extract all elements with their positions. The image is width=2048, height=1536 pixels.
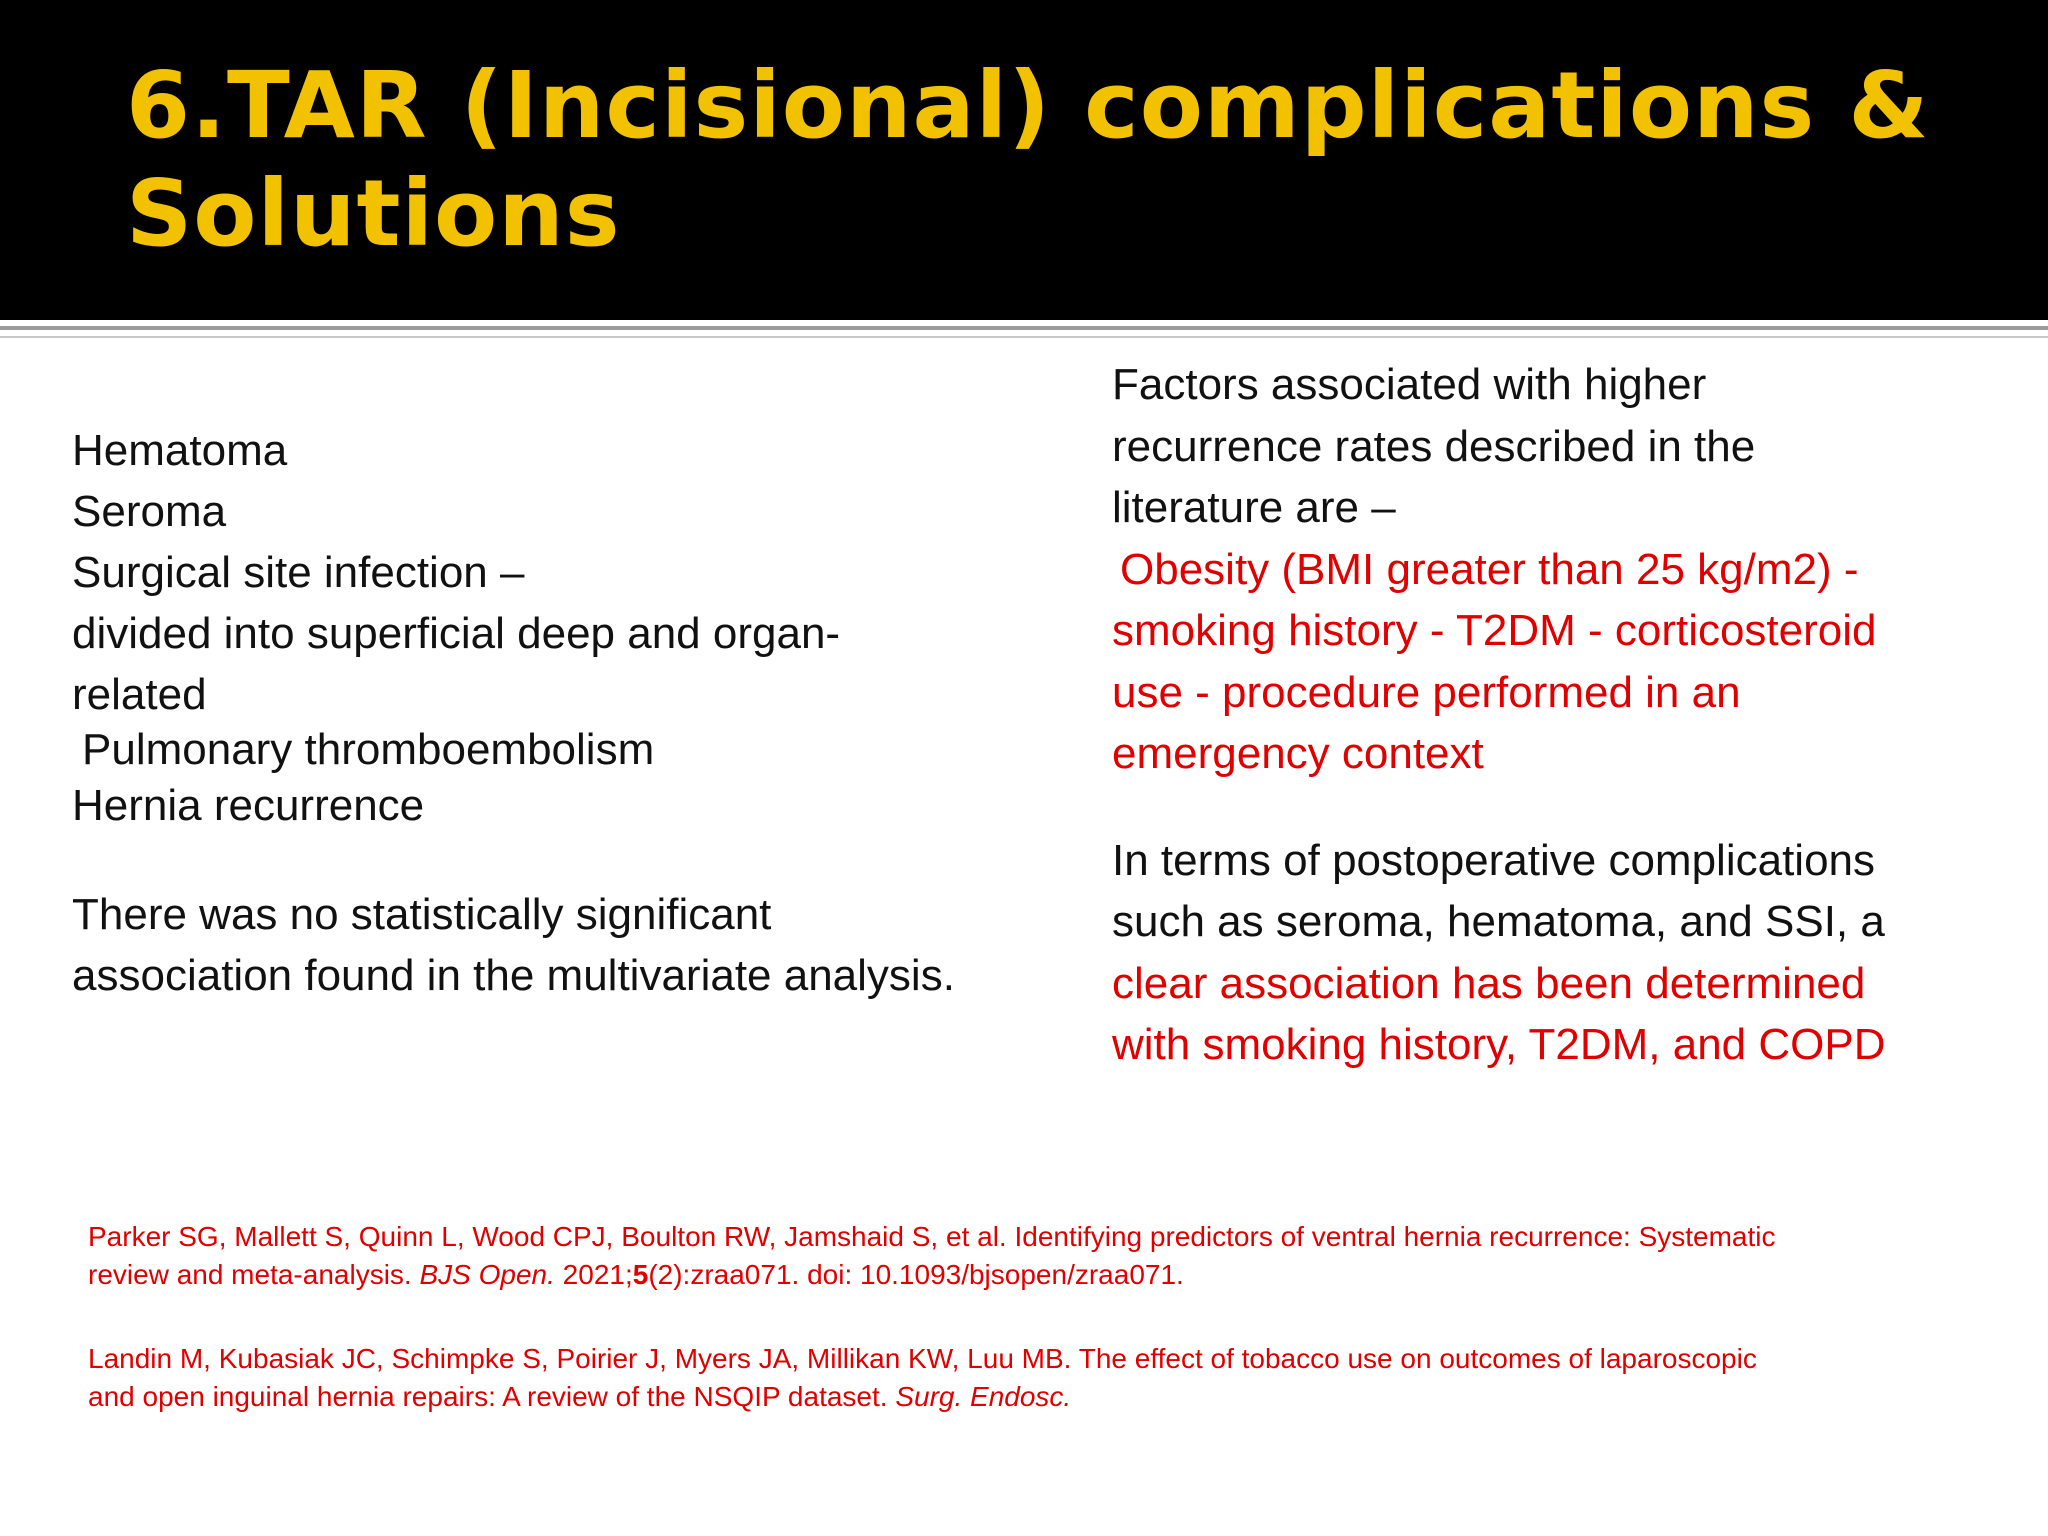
- reference-line: and open inguinal hernia repairs: A review of the NSQIP dataset. Surg. Endosc.: [88, 1381, 1072, 1412]
- complication-item: related: [72, 670, 207, 719]
- reference-line: review and meta-analysis. BJS Open. 2021;5(2):zraa071. doi: 10.1093/bjsopen/zraa071.: [88, 1259, 1184, 1290]
- divider-line: [0, 336, 2048, 338]
- factors-intro: Factors associated with higher: [1112, 360, 1707, 409]
- journal-name: Surg. Endosc.: [895, 1381, 1072, 1412]
- association-statement: clear association has been determined: [1112, 958, 1866, 1008]
- complication-item: Surgical site infection –: [72, 548, 525, 597]
- factors-intro: recurrence rates described in the: [1112, 421, 1756, 471]
- complication-item: Hematoma: [72, 426, 288, 475]
- analysis-note: association found in the multivariate analysis.: [72, 951, 955, 1000]
- complication-item: Seroma: [72, 487, 227, 536]
- title-line: 6.TAR (Incisional) complications &: [126, 52, 1930, 159]
- complications-statement: such as seroma, hematoma, and SSI, a: [1112, 897, 1885, 946]
- references: [88, 1218, 1988, 1416]
- complication-item: Pulmonary thromboembolism: [82, 725, 655, 774]
- risk-factors-column: [1112, 354, 2012, 1076]
- risk-factor-line: emergency context: [1112, 729, 1484, 778]
- association-statement: with smoking history, T2DM, and COPD: [1112, 1020, 1886, 1069]
- complication-item: divided into superficial deep and organ-: [72, 609, 841, 658]
- title-band: [0, 0, 2048, 320]
- factors-intro: literature are –: [1112, 483, 1396, 532]
- analysis-note: There was no statistically significant: [72, 890, 772, 939]
- risk-factor-line: Obesity (BMI greater than 25 kg/m2) -: [1120, 544, 1859, 594]
- complications-statement: In terms of postoperative complications: [1112, 835, 1876, 885]
- reference-line: Landin M, Kubasiak JC, Schimpke S, Poirier J, Myers JA, Millikan KW, Luu MB. The effect of tobacco use on outcomes of laparoscopic: [88, 1343, 1757, 1374]
- divider-line: [0, 326, 2048, 330]
- journal-name: BJS Open.: [419, 1259, 555, 1290]
- risk-factor-line: use - procedure performed in an: [1112, 667, 1741, 717]
- title-line: Solutions: [126, 160, 621, 267]
- journal-volume: 5: [632, 1259, 649, 1290]
- slide-title: [126, 52, 2006, 268]
- reference-line: Parker SG, Mallett S, Quinn L, Wood CPJ, Boulton RW, Jamshaid S, et al. Identifying predictors of ventral hernia recurrence: Systematic: [88, 1221, 1776, 1252]
- complications-column: [72, 420, 1052, 1006]
- risk-factor-line: smoking history - T2DM - corticosteroid: [1112, 606, 1877, 655]
- complication-item: Hernia recurrence: [72, 781, 425, 830]
